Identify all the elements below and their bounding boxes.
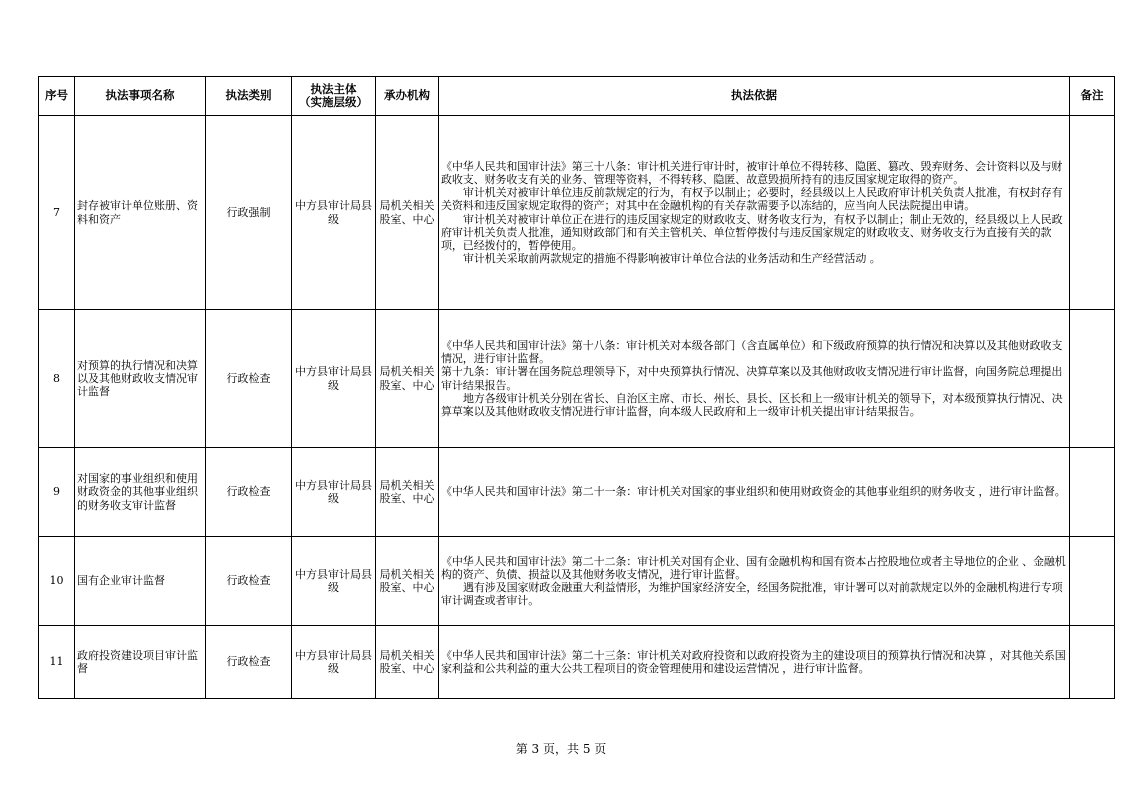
cell-basis	[439, 116, 1070, 310]
cell-basis	[439, 626, 1070, 699]
cell-remark	[1070, 448, 1115, 537]
table-row	[39, 626, 1115, 699]
basis-paragraph: 审计机关对被审计单位违反前款规定的行为，有权予以制止；必要时，经县级以上人民政府审计机关负责人批准，有权封存有关资料和违反国家规定取得的资产；对其中在金融机构的有关存款需要予以冻结的，应当向人民法院提出申请。	[441, 186, 1063, 213]
cell-office: 局机关相关股室、中心	[376, 116, 439, 310]
table-row	[39, 448, 1115, 537]
cell-subject: 中方县审计局县级	[292, 537, 376, 626]
basis-paragraph: 审计机关采取前两款规定的措施不得影响被审计单位合法的业务活动和生产经营活动 。	[463, 252, 881, 266]
cell-office: 局机关相关股室、中心	[376, 310, 439, 448]
cell-seq: 10	[39, 537, 75, 626]
basis-paragraph: 《中华人民共和国审计法》第二十三条：审计机关对政府投资和以政府投资为主的建设项目的预算执行情况和决算 ，对其他关系国家利益和公共利益的重大公共工程项目的资金管理使用和建设运营情况 ，进行审计监督。	[441, 648, 1066, 675]
header-basis: 执法依据	[439, 77, 1070, 116]
header-remark: 备注	[1070, 77, 1115, 116]
cell-category: 行政检查	[206, 626, 292, 699]
cell-subject: 中方县审计局县级	[292, 310, 376, 448]
cell-subject: 中方县审计局县级	[292, 448, 376, 537]
header-name: 执法事项名称	[75, 77, 206, 116]
header-subject-line1: 执法主体	[310, 81, 357, 96]
basis-paragraph: 《中华人民共和国审计法》第三十八条：审计机关进行审计时，被审计单位不得转移、隐匿、篡改、毁弃财务、会计资料以及与财政收支、财务收支有关的业务、管理等资料，不得转移、隐匿、故意毁损所持有的违反国家规定取得的资产。	[441, 159, 1063, 186]
enforcement-table	[38, 76, 1115, 699]
cell-name: 对预算的执行情况和决算以及其他财政收支情况审计监督	[75, 310, 206, 448]
cell-seq: 7	[39, 116, 75, 310]
cell-basis	[439, 310, 1070, 448]
cell-name: 对国家的事业组织和使用财政资金的其他事业组织的财务收支审计监督	[75, 448, 206, 537]
cell-category: 行政检查	[206, 448, 292, 537]
basis-paragraph: 《中华人民共和国审计法》第十八条：审计机关对本级各部门（含直属单位）和下级政府预算的执行情况和决算以及其他财政收支情况，进行审计监督。	[441, 338, 1063, 366]
basis-paragraph: 审计机关对被审计单位正在进行的违反国家规定的财政收支、财务收支行为，有权予以制止；制止无效的，经县级以上人民政府审计机关负责人批准，通知财政部门和有关主管机关、单位暂停拨付与违反国家规定的财政收支、财务收支行为直接有关的款项，已经拨付的，暂停使用。	[441, 212, 1063, 252]
cell-remark	[1070, 116, 1115, 310]
cell-name: 国有企业审计监督	[75, 537, 206, 626]
cell-category: 行政检查	[206, 310, 292, 448]
basis-paragraph: 第十九条：审计署在国务院总理领导下，对中央预算执行情况、决算草案以及其他财政收支情况进行审计监督，向国务院总理提出审计结果报告。	[441, 365, 1063, 392]
basis-paragraph: 遇有涉及国家财政金融重大利益情形，为维护国家经济安全，经国务院批准，审计署可以对前款规定以外的金融机构进行专项审计调查或者审计。	[441, 581, 1063, 608]
header-subject	[292, 77, 376, 116]
basis-paragraph: 《中华人民共和国审计法》第二十一条：审计机关对国家的事业组织和使用财政资金的其他事业组织的财务收支 ，进行审计监督。	[441, 485, 1066, 499]
cell-subject: 中方县审计局县级	[292, 626, 376, 699]
header-seq: 序号	[39, 77, 75, 116]
page-footer: 第 3 页，共 5 页	[515, 742, 607, 756]
cell-basis	[439, 537, 1070, 626]
basis-paragraph: 《中华人民共和国审计法》第二十二条：审计机关对国有企业、国有金融机构和国有资本占控股地位或者主导地位的企业 、金融机构的资产、负债、损益以及其他财务收支情况，进行审计监督。	[441, 554, 1066, 581]
cell-seq: 11	[39, 626, 75, 699]
cell-name: 封存被审计单位账册、资料和资产	[75, 116, 206, 310]
cell-category: 行政检查	[206, 537, 292, 626]
cell-name: 政府投资建设项目审计监督	[75, 626, 206, 699]
header-office: 承办机构	[376, 77, 439, 116]
cell-office: 局机关相关股室、中心	[376, 537, 439, 626]
cell-subject: 中方县审计局县级	[292, 116, 376, 310]
cell-office: 局机关相关股室、中心	[376, 626, 439, 699]
cell-seq: 9	[39, 448, 75, 537]
table-row	[39, 537, 1115, 626]
cell-office: 局机关相关股室、中心	[376, 448, 439, 537]
table-row	[39, 310, 1115, 448]
cell-remark	[1070, 310, 1115, 448]
cell-category: 行政强制	[206, 116, 292, 310]
header-subject-line2: （实施层级）	[299, 95, 368, 109]
header-row	[39, 77, 1115, 116]
header-category: 执法类别	[206, 77, 292, 116]
basis-paragraph: 地方各级审计机关分别在省长、自治区主席、市长、州长、县长、区长和上一级审计机关的领导下，对本级预算执行情况、决算草案以及其他财政收支情况进行审计监督，向本级人民政府和上一级审计机关提出审计结果报告。	[441, 391, 1063, 418]
cell-basis	[439, 448, 1070, 537]
cell-remark	[1070, 537, 1115, 626]
table-row	[39, 116, 1115, 310]
cell-remark	[1070, 626, 1115, 699]
cell-seq: 8	[39, 310, 75, 448]
